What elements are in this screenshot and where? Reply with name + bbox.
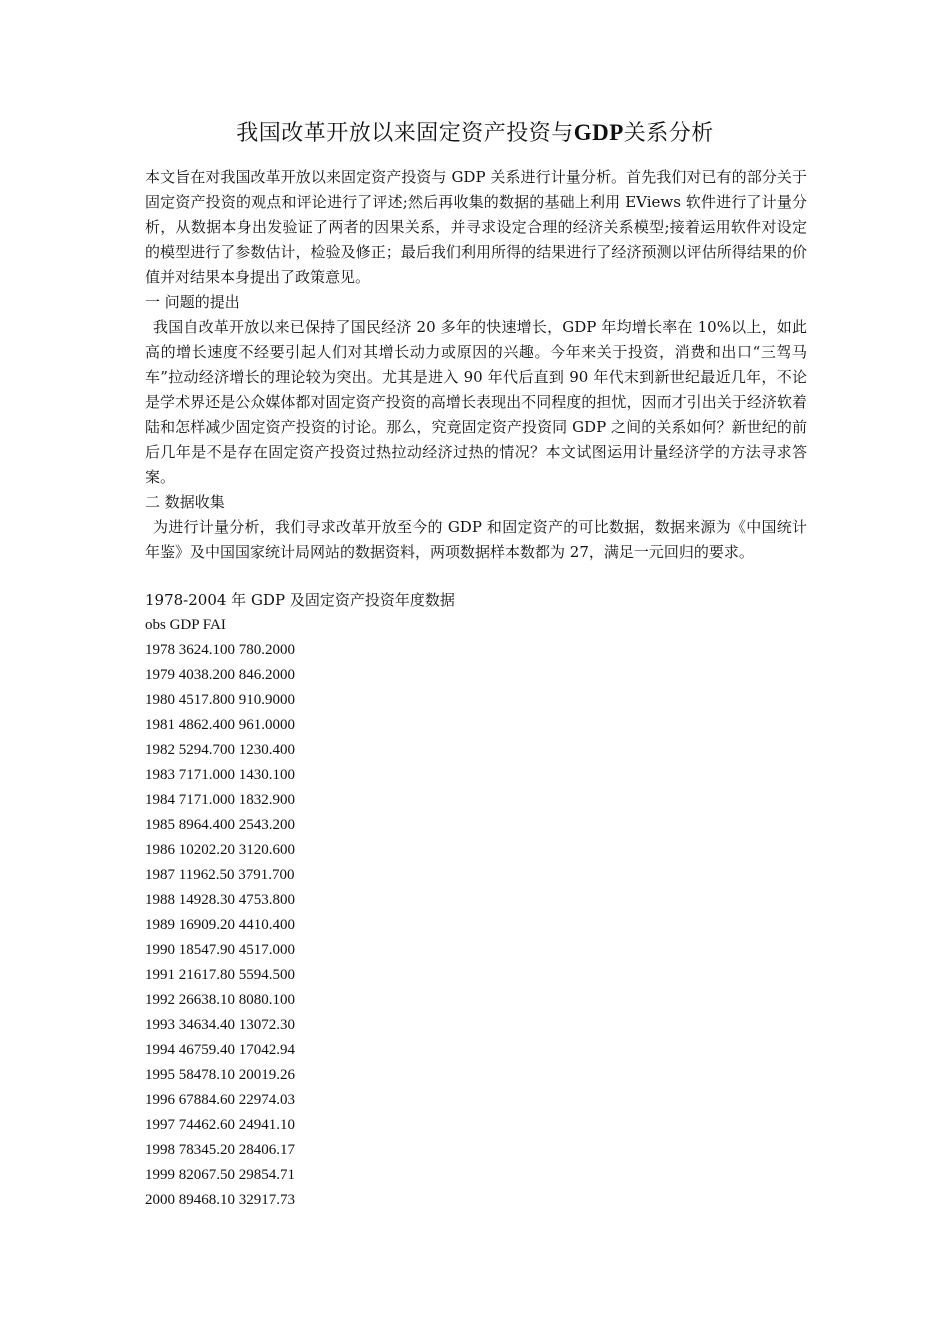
table-row: 1996 67884.60 22974.03 <box>145 1092 295 1108</box>
table-row: 1995 58478.10 20019.26 <box>145 1067 295 1083</box>
table-row: 1991 21617.80 5594.500 <box>145 967 295 983</box>
table-rows <box>145 638 645 1213</box>
section-2-paragraph: 为进行计量分析，我们寻求改革开放至今的 GDP 和固定资产的可比数据，数据来源为《中国统计年鉴》及中国国家统计局网站的数据资料，两项数据样本数都为 27，满足一元回归的要求。 <box>145 518 807 561</box>
table-row: 1987 11962.50 3791.700 <box>145 867 295 883</box>
table-row: 1989 16909.20 4410.400 <box>145 917 295 933</box>
title-gdp: GDP <box>573 120 624 145</box>
table-row: 1997 74462.60 24941.10 <box>145 1117 295 1133</box>
table-row: 1986 10202.20 3120.600 <box>145 842 295 858</box>
table-row: 1984 7171.000 1832.900 <box>145 792 295 808</box>
table-row: 1994 46759.40 17042.94 <box>145 1042 295 1058</box>
table-row: 1982 5294.700 1230.400 <box>145 742 295 758</box>
table-row: 1978 3624.100 780.2000 <box>145 642 295 658</box>
table-row: 1990 18547.90 4517.000 <box>145 942 295 958</box>
table-row: 1988 14928.30 4753.800 <box>145 892 295 908</box>
table-row: 1985 8964.400 2543.200 <box>145 817 295 833</box>
table-row: 1981 4862.400 961.0000 <box>145 717 295 733</box>
table-row: 1979 4038.200 846.2000 <box>145 667 295 683</box>
table-row: 2000 89468.10 32917.73 <box>145 1192 295 1208</box>
section-1-paragraph: 我国自改革开放以来已保持了国民经济 20 多年的快速增长，GDP 年均增长率在 10%以上，如此高的增长速度不经要引起人们对其增长动力或原因的兴趣。今年来关于投资，消费和出口“三驾马车”拉动经济增长的理论较为突出。尤其是进入 90 年代后直到 90 年代末到新世纪最近几年，不论是学术界还是公众媒体都对固定资产投资的高增长表现出不同程度的担忧，因而才引出关于经济软着陆和怎样减少固定资产投资的讨论。那么，究竟固定资产投资同 GDP 之间的关系如何？新世纪的前后几年是不是存在固定资产投资过热拉动经济过热的情况？本文试图运用计量经济学的方法寻求答案。 <box>145 318 807 486</box>
section-heading-2: 二 数据收集 <box>145 493 225 511</box>
body-text <box>145 165 807 565</box>
table-header: obs GDP FAI <box>145 617 226 633</box>
table-row: 1983 7171.000 1430.100 <box>145 767 295 783</box>
title-prefix: 我国改革开放以来固定资产投资与 <box>236 121 574 146</box>
table-row: 1999 82067.50 29854.71 <box>145 1167 295 1183</box>
table-caption: 1978-2004 年 GDP 及固定资产投资年度数据 <box>145 591 455 609</box>
table-row: 1980 4517.800 910.9000 <box>145 692 295 708</box>
data-table <box>145 588 645 1213</box>
title-suffix: 关系分析 <box>623 121 714 146</box>
section-heading-1: 一 问题的提出 <box>145 293 240 311</box>
page-title <box>0 117 950 150</box>
abstract-paragraph: 本文旨在对我国改革开放以来固定资产投资与 GDP 关系进行计量分析。首先我们对已有的部分关于固定资产投资的观点和评论进行了评述;然后再收集的数据的基础上利用 EViews 软件进行了计量分析，从数据本身出发验证了两者的因果关系，并寻求设定合理的经济关系模型;接着运用软件对设定的模型进行了参数估计，检验及修正；最后我们利用所得的结果进行了经济预测以评估所得结果的价值并对结果本身提出了政策意见。 <box>145 168 807 286</box>
table-row: 1992 26638.10 8080.100 <box>145 992 295 1008</box>
table-row: 1998 78345.20 28406.17 <box>145 1142 295 1158</box>
table-row: 1993 34634.40 13072.30 <box>145 1017 295 1033</box>
